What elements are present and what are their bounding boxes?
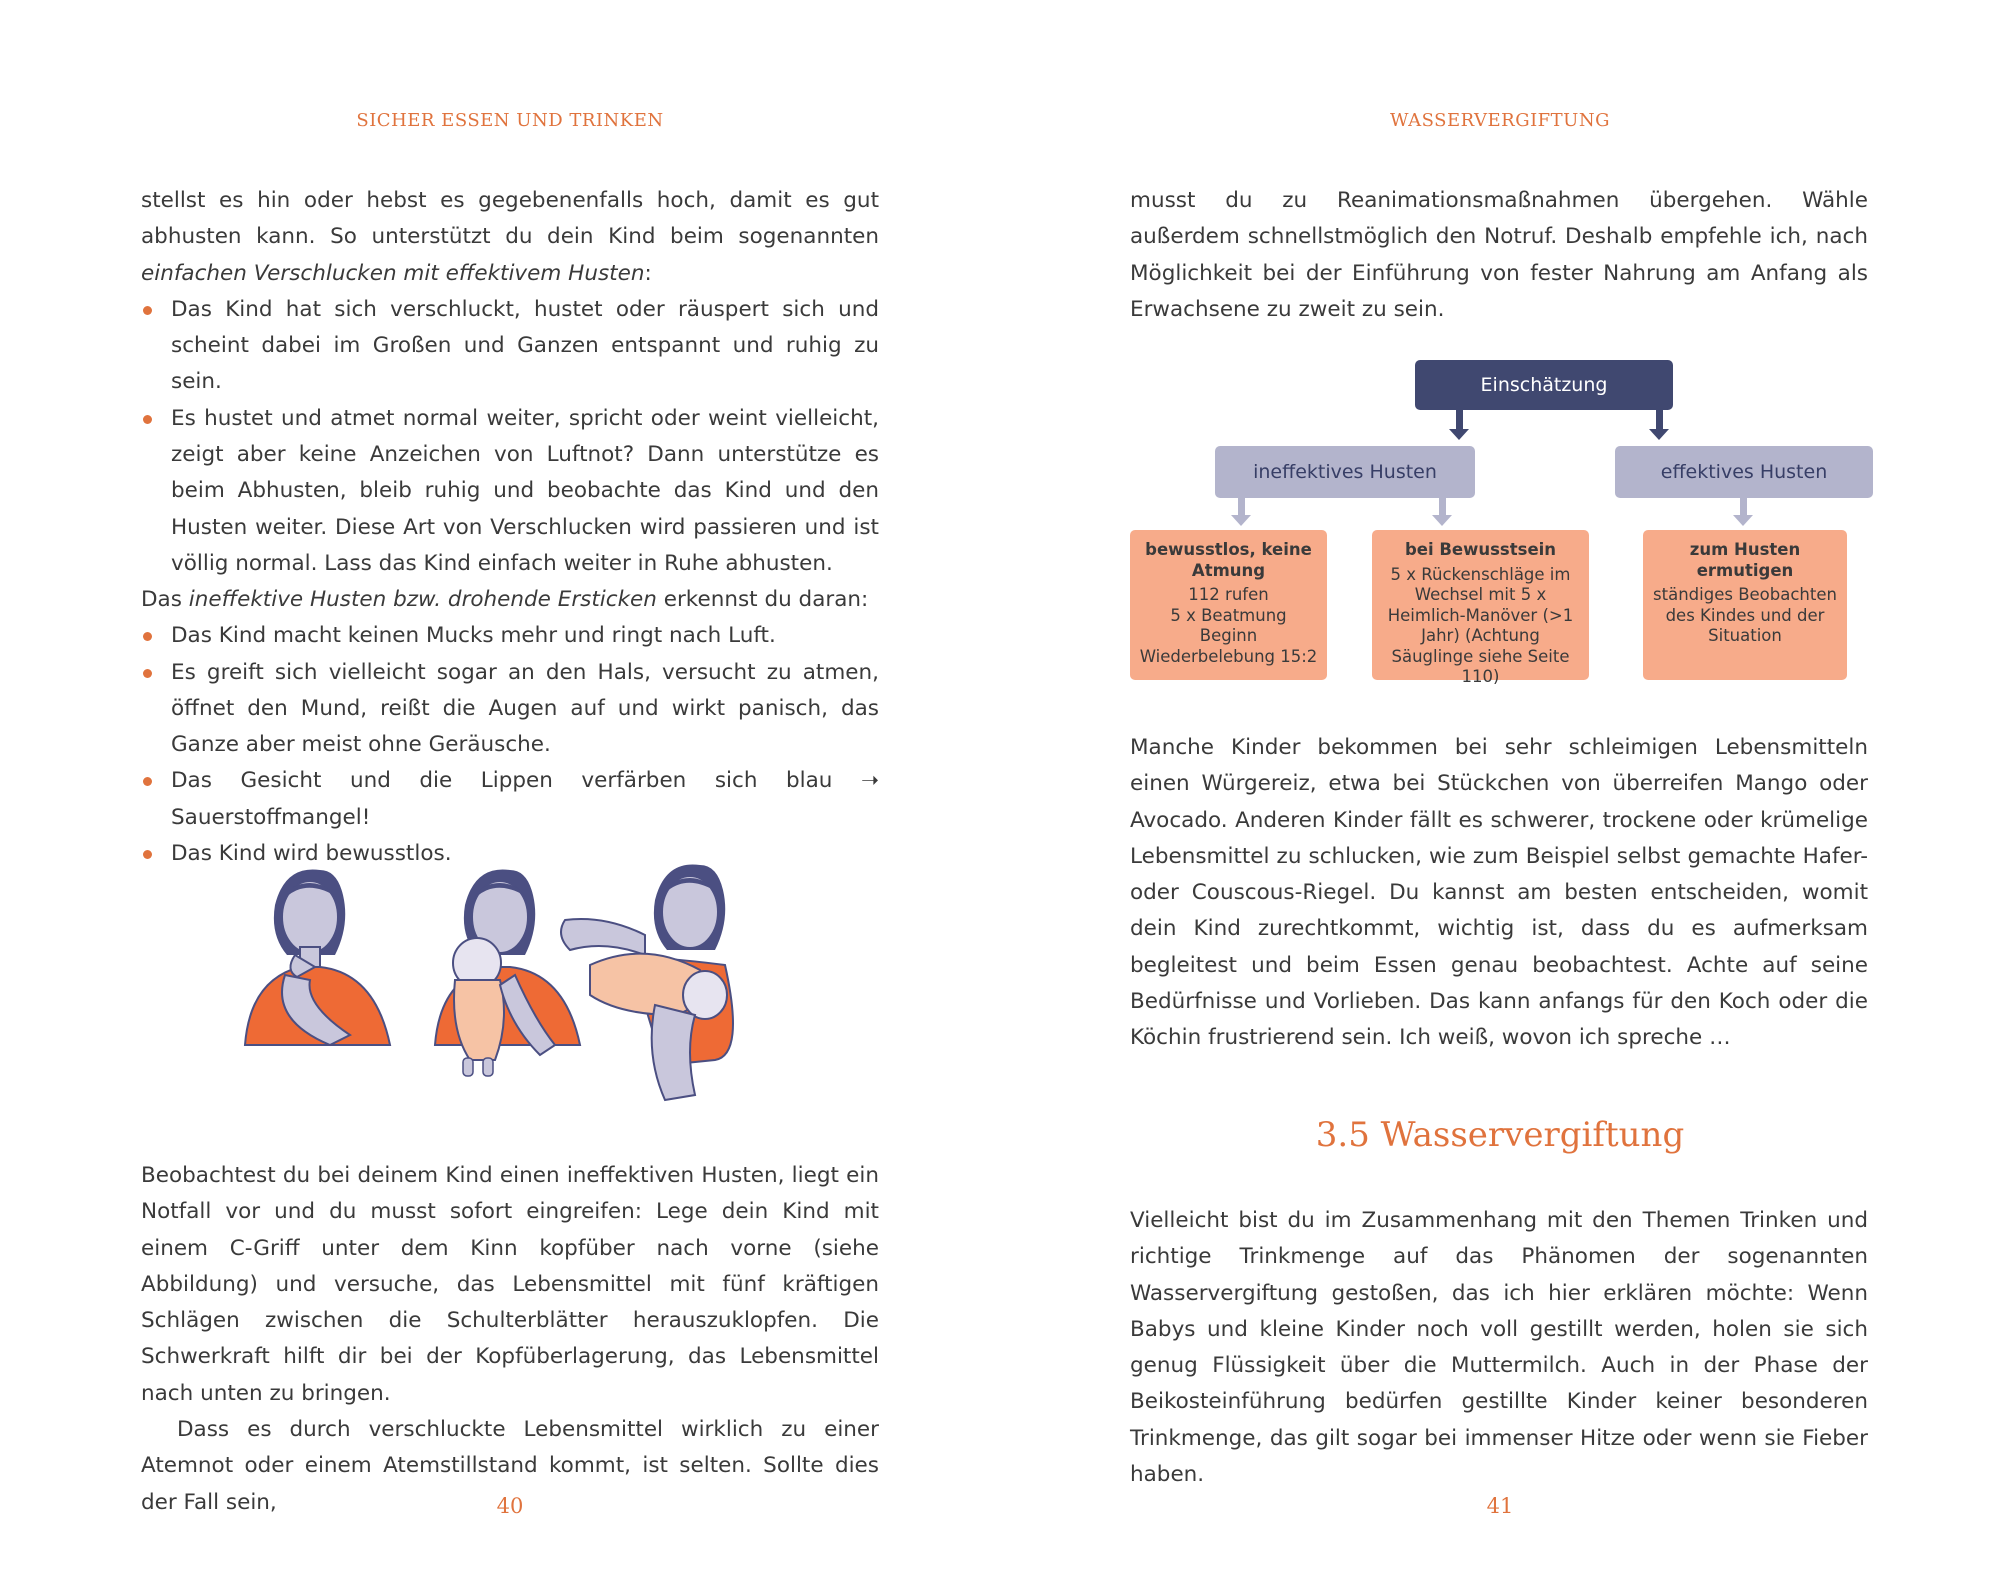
bullet-list-effective: [141, 292, 879, 582]
figure-holding-baby: [435, 869, 580, 1076]
right-text-block-1: [1130, 183, 1868, 328]
list-item: Es hustet und atmet normal weiter, spricht oder weint vielleicht, zeigt aber keine Anzeichen von Luftnot? Dann unterstütze es beim Abhusten, bleib ruhig und beobachte das Kind und den Husten weiter. Diese Art von Verschlucken wird passieren und ist völlig normal. Lass das Kind einfach weiter in Ruhe abhusten.: [141, 401, 879, 582]
left-text-block-2: [141, 582, 879, 872]
gag-reflex-paragraph: Manche Kinder bekommen bei sehr schleimigen Lebensmitteln einen Würgereiz, etwa bei Stückchen von überreifen Mango oder Avocado. Anderen Kinder fällt es schwerer, trockene oder krümelige Lebensmittel zu schlucken, wie zum Beispiel selbst gemachte Hafer- oder Couscous-Riegel. Du kannst am besten entscheiden, womit dein Kind zurechtkommt, wichtig ist, dass du es aufmerksam begleitest und beim Essen genau beobachtest. Achte auf seine Bedürfnisse und Vorlieben. Das kann anfangs für den Koch oder die Köchin frustrierend sein. Ich weiß, wovon ich spreche …: [1130, 735, 1868, 1051]
list-item: Das Kind hat sich verschluckt, hustet oder räuspert sich und scheint dabei im Großen und Ganzen entspannt und ruhig zu sein.: [141, 292, 879, 401]
running-head-left: SICHER ESSEN UND TRINKEN: [356, 110, 664, 131]
flowchart-root: Einschätzung: [1415, 360, 1673, 410]
page-number-right: 41: [1486, 1494, 1514, 1518]
assessment-flowchart: [1130, 360, 1870, 686]
flowchart-effective: effektives Husten: [1615, 446, 1873, 498]
flowchart-leaf-conscious: bei Bewusstsein 5 x Rückenschläge im Wechsel mit 5 x Heimlich-Manöver (>1 Jahr) (Achtung Säuglinge siehe Seite 110): [1372, 530, 1589, 680]
running-head-right: WASSERVERGIFTUNG: [1390, 110, 1610, 131]
list-item: Das Kind macht keinen Mucks mehr und ringt nach Luft.: [141, 618, 879, 654]
bullet-list-ineffective: [141, 618, 879, 872]
arrow-down-icon: [1431, 498, 1453, 526]
figure-choking-sign: [245, 869, 390, 1045]
rare-paragraph: Dass es durch verschluckte Lebensmittel wirklich zu einer Atemnot oder einem Atemstillstand kommt, ist selten. Sollte dies der Fall sein,: [141, 1417, 879, 1515]
right-text-block-3: [1130, 1203, 1868, 1493]
flowchart-leaf-encourage: zum Husten ermutigen ständiges Beobachten des Kindes und der Situation: [1643, 530, 1847, 680]
page-number-left: 40: [496, 1494, 524, 1518]
arrow-down-icon: [1230, 498, 1252, 526]
list-item: Es greift sich vielleicht sogar an den Hals, versucht zu atmen, öffnet den Mund, reißt die Augen auf und wirkt panisch, das Ganze aber meist ohne Geräusche.: [141, 655, 879, 764]
left-text-block-3: [141, 1158, 879, 1521]
water-intoxication-paragraph: Vielleicht bist du im Zusammenhang mit den Themen Trinken und richtige Trinkmenge auf das Phänomen der sogenannten Wasservergiftung gestoßen, das ich hier erklären möchte: Wenn Babys und kleine Kinder noch voll gestillt werden, holen sie sich genug Flüssigkeit über die Muttermilch. Auch in der Phase der Beikosteinführung bedürfen gestillte Kinder keiner besonderen Trinkmenge, das gilt sogar bei immenser Hitze oder wenn sie Fieber haben.: [1130, 1208, 1868, 1488]
left-text-block-1: [141, 183, 879, 582]
arrow-down-icon: [1732, 498, 1754, 526]
choking-illustration: [225, 855, 795, 1115]
emergency-paragraph: Beobachtest du bei deinem Kind einen ineffektiven Husten, liegt ein Notfall vor und du musst sofort eingreifen: Lege dein Kind mit einem C-Griff unter dem Kinn kopfüber nach vorne (siehe Abbildung) und versuche, das Lebensmittel mit fünf kräftigen Schlägen zwischen die Schulterblätter herauszuklopfen. Die Schwerkraft hilft dir bei der Kopfüberlagerung, das Lebensmittel nach unten zu bringen.: [141, 1163, 879, 1406]
list-item: Das Kind wird bewusstlos.: [141, 836, 879, 872]
arrow-down-icon: [1648, 410, 1670, 440]
figure-back-blows: [561, 864, 733, 1100]
arrow-down-icon: [1448, 410, 1470, 440]
intro-paragraph: stellst es hin oder hebst es gegebenenfalls hoch, damit es gut abhusten kann. So unterstützt du dein Kind beim sogenannten einfachen Verschlucken mit effektivem Husten:: [141, 188, 879, 286]
right-text-block-2: [1130, 730, 1868, 1057]
reanimation-paragraph: musst du zu Reanimationsmaßnahmen übergehen. Wähle außerdem schnellstmöglich den Notruf. Deshalb empfehle ich, nach Möglichkeit bei der Einführung von fester Nahrung am Anfang als Erwachsene zu zweit zu sein.: [1130, 188, 1868, 322]
list-item: Das Gesicht und die Lippen verfärben sich blau ➝ Sauerstoffmangel!: [141, 763, 879, 836]
right-page: [1000, 0, 2000, 1593]
section-title: 3.5 Wasservergiftung: [1315, 1115, 1685, 1155]
flowchart-ineffective: ineffektives Husten: [1215, 446, 1475, 498]
intro2-paragraph: Das ineffektive Husten bzw. drohende Ersticken erkennst du daran:: [141, 587, 869, 612]
flowchart-leaf-unconscious: bewusstlos, keine Atmung 112 rufen 5 x Beatmung Beginn Wiederbelebung 15:2: [1130, 530, 1327, 680]
